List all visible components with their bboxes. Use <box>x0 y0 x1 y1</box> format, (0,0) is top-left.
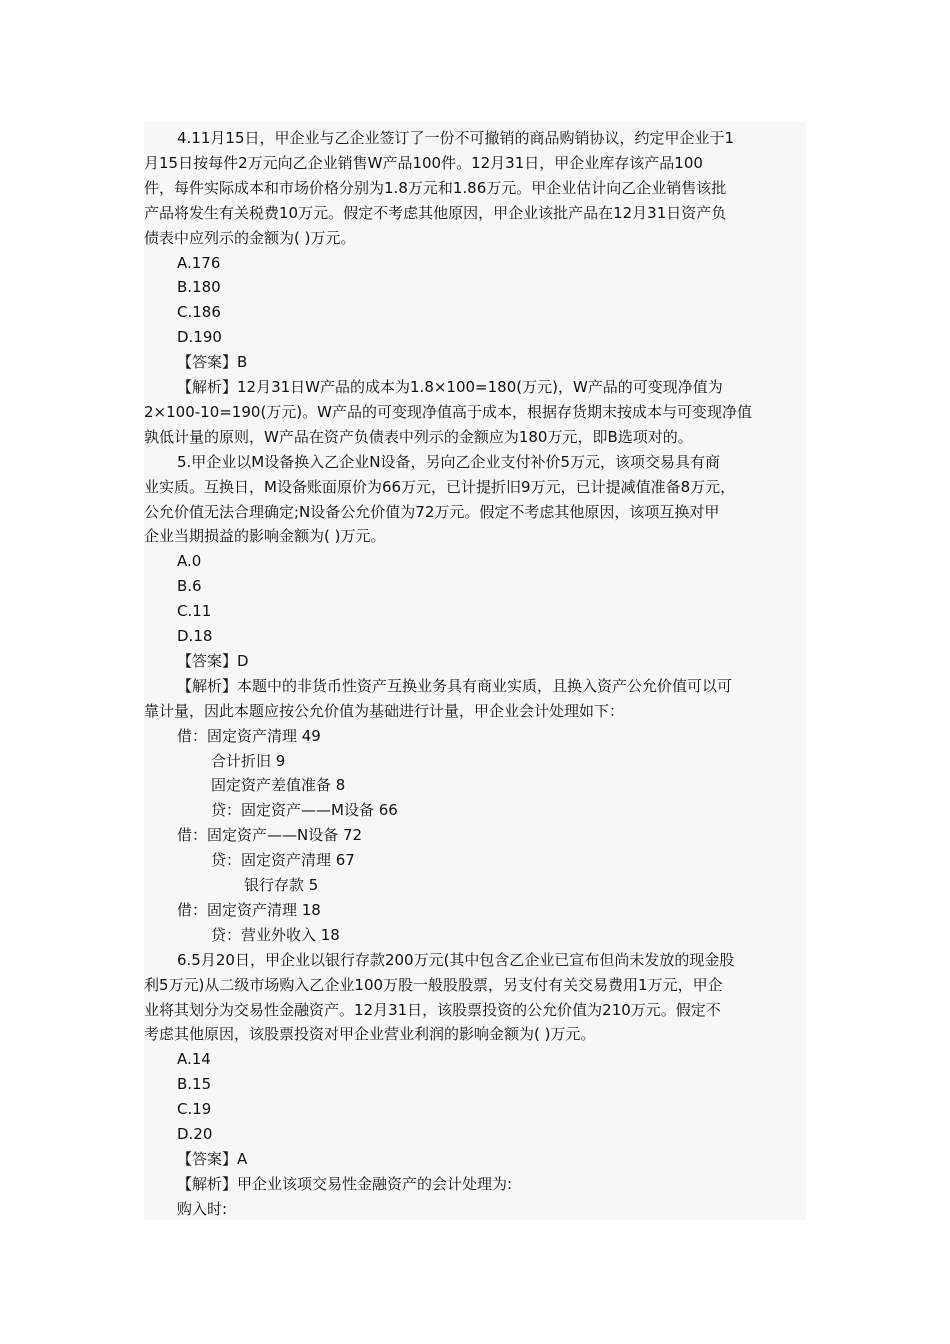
text-line: 【答案】A <box>177 1149 248 1168</box>
document-body <box>144 122 806 1220</box>
text-line: 2×100-10=190(万元)。W产品的可变现净值高于成本，根据存货期末按成本与可变现净值 <box>144 402 752 421</box>
text-line: A.14 <box>177 1050 211 1069</box>
text-line: 5.甲企业以M设备换入乙企业N设备，另向乙企业支付补价5万元，该项交易具有商 <box>177 452 721 471</box>
text-line: 借：固定资产清理 18 <box>177 900 321 919</box>
text-line: 企业当期损益的影响金额为( )万元。 <box>144 527 386 546</box>
text-line: 靠计量，因此本题应按公允价值为基础进行计量，甲企业会计处理如下： <box>144 701 625 720</box>
text-line: 产品将发生有关税费10万元。假定不考虑其他原因，甲企业该批产品在12月31日资产负 <box>144 203 727 222</box>
text-line: 贷：营业外收入 18 <box>211 925 340 944</box>
text-line: 月15日按每件2万元向乙企业销售W产品100件。12月31日，甲企业库存该产品100 <box>144 153 703 172</box>
text-line: 公允价值无法合理确定;N设备公允价值为72万元。假定不考虑其他原因，该项互换对甲 <box>144 502 720 521</box>
text-line: 固定资产差值准备 8 <box>211 776 346 795</box>
text-line: B.180 <box>177 278 221 297</box>
text-line: 【解析】本题中的非货币性资产互换业务具有商业实质，且换入资产公允价值可以可 <box>177 676 733 695</box>
text-line: 业实质。互换日，M设备账面原价为66万元，已计提折旧9万元，已计提减值准备8万元， <box>144 477 736 496</box>
text-line: 贷：固定资产——M设备 66 <box>211 801 398 820</box>
text-line: 利5万元)从二级市场购入乙企业100万股一般股股票，另支付有关交易费用1万元，甲企 <box>144 975 723 994</box>
text-line: B.6 <box>177 577 202 596</box>
text-line: 合计折旧 9 <box>211 751 286 770</box>
text-line: 【解析】12月31日W产品的成本为1.8×100=180(万元)，W产品的可变现净值为 <box>177 378 723 396</box>
text-line: D.190 <box>177 328 222 347</box>
text-line: 银行存款 5 <box>244 876 319 894</box>
text-line: D.20 <box>177 1125 213 1143</box>
text-line: 债表中应列示的金额为( )万元。 <box>144 228 356 247</box>
text-line: 借：固定资产清理 49 <box>177 726 321 745</box>
text-line: A.176 <box>177 253 221 272</box>
text-line: 6.5月20日，甲企业以银行存款200万元(其中包含乙企业已宣布但尚未发放的现金股 <box>177 950 735 969</box>
text-line: 购入时: <box>177 1199 228 1218</box>
text-line: 借：固定资产——N设备 72 <box>177 826 363 845</box>
text-line: A.0 <box>177 552 202 571</box>
text-line: 贷：固定资产清理 67 <box>211 851 355 870</box>
text-line: D.18 <box>177 627 213 645</box>
text-line: 【答案】D <box>177 651 249 670</box>
text-line: 件，每件实际成本和市场价格分别为1.8万元和1.86万元。甲企业估计向乙企业销售该批 <box>144 178 727 197</box>
text-line: 孰低计量的原则，W产品在资产负债表中列示的金额应为180万元，即B选项对的。 <box>144 427 693 446</box>
text-line: 考虑其他原因，该股票投资对甲企业营业利润的影响金额为( )万元。 <box>144 1025 596 1044</box>
text-line: 业将其划分为交易性金融资产。12月31日，该股票投资的公允价值为210万元。假定不 <box>144 1000 721 1019</box>
text-line: 【解析】甲企业该项交易性金融资产的会计处理为: <box>177 1174 513 1193</box>
text-line: C.11 <box>177 602 212 621</box>
text-line: 【答案】B <box>177 353 248 372</box>
text-line: C.186 <box>177 303 221 322</box>
text-line: B.15 <box>177 1075 212 1094</box>
text-line: 4.11月15日，甲企业与乙企业签订了一份不可撤销的商品购销协议，约定甲企业于1 <box>177 129 735 147</box>
text-line: C.19 <box>177 1100 212 1119</box>
